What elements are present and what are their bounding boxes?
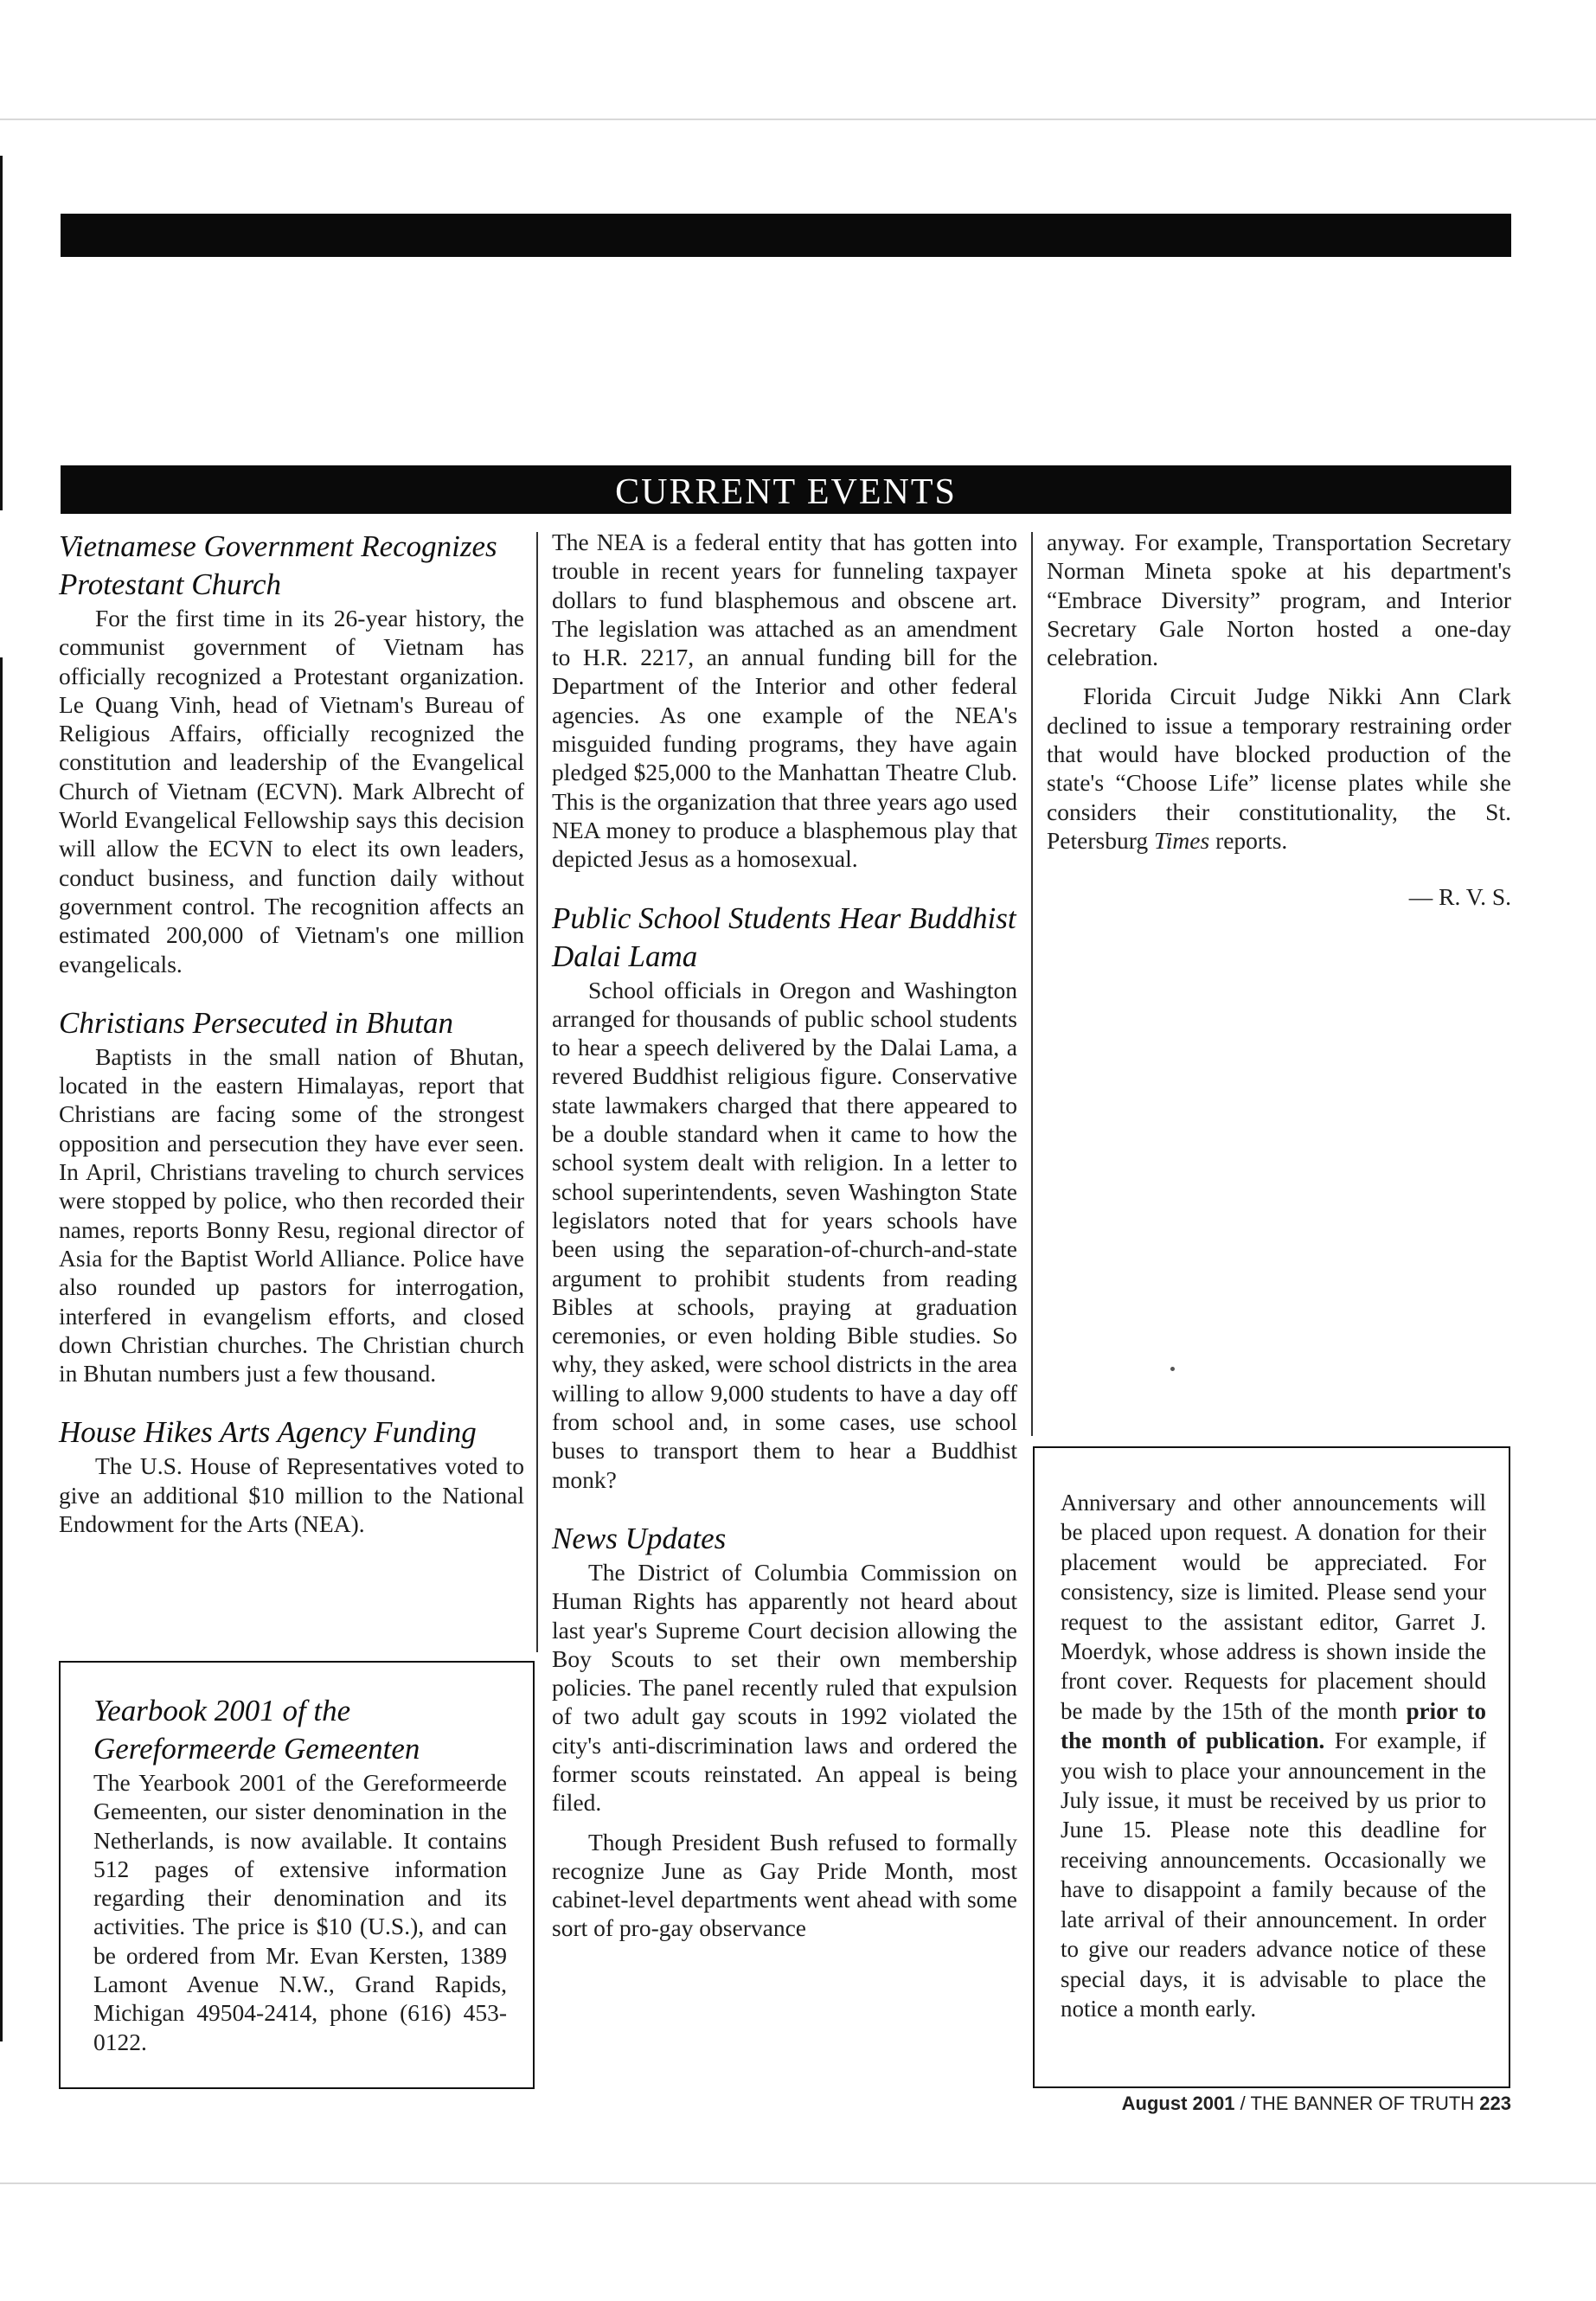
announcement-policy-box bbox=[1033, 1446, 1510, 2088]
article-title: House Hikes Arts Agency Funding bbox=[59, 1415, 477, 1450]
page-number: 223 bbox=[1479, 2093, 1511, 2114]
column-divider bbox=[1031, 532, 1033, 1436]
article-title: Public School Students Hear Buddhist Dalai Lama bbox=[552, 901, 1016, 973]
column-middle bbox=[552, 528, 1017, 1943]
column-left bbox=[59, 528, 524, 1538]
page-bottom-rule bbox=[0, 2182, 1596, 2184]
author-signature: — R. V. S. bbox=[1408, 883, 1511, 911]
article-body: The District of Columbia Commission on Human Rights has apparently not heard about last year's Supreme Court decision allowing the Boy Scouts to set their own membership policies. The panel recently ruled that expulsion of two adult gay scouts in 1992 violated the city's anti-discrimination laws and ordered the former scouts reinstated. An appeal is being filed. bbox=[552, 1558, 1017, 1817]
deadline-emphasis: prior to the month of publication. bbox=[1061, 1697, 1486, 1754]
article-title: News Updates bbox=[552, 1521, 727, 1555]
article-continuation: anyway. For example, Transportation Secretary Norman Mineta spoke at his department's “Embrace Diversity” program, and Interior Secretary Gale Norton hosted a one-day celebration. bbox=[1047, 529, 1511, 671]
page-footer bbox=[1047, 2093, 1511, 2115]
article-body: Though President Bush refused to formally recognize June as Gay Pride Month, most cabinet-level departments went ahead with some sort of pro-gay observance bbox=[552, 1828, 1017, 1942]
scan-speck bbox=[1170, 1367, 1175, 1371]
article-body: For the first time in its 26-year history, the communist government of Vietnam has officially recognized a Protestant organization. Le Quang Vinh, head of Vietnam's Bureau of Religious Affairs, officially recognized the constitution and leadership of the Evangelical Church of Vietnam (ECVN). Mark Albrecht of World Evangelical Fellowship says this decision will allow the ECVN to elect its own leaders, conduct business, and function daily without government control. The recognition affects an estimated 200,000 of Vietnam's one million evangelicals. bbox=[59, 605, 524, 977]
column-divider bbox=[536, 532, 538, 1652]
footer-separator: / bbox=[1240, 2093, 1246, 2114]
newspaper-name: Times bbox=[1154, 826, 1210, 854]
notice-body: The Yearbook 2001 of the Gereformeerde Gemeenten, our sister denomination in the Netherlands, is now available. It contains 512 pages of extensive information regarding their denomination and its activities. The price is $10 (U.S.), and can be ordered from Mr. Evan Kersten, 1389 Lamont Avenue N.W., Grand Rapids, Michigan 49504-2414, phone (616) 453-0122. bbox=[93, 1769, 507, 2055]
article-body: Florida Circuit Judge Nikki Ann Clark declined to issue a temporary restraining order that would have blocked production of the state's “Choose Life” license plates while she considers their constitutionality, the St. Petersburg Times reports. bbox=[1047, 683, 1511, 854]
issue-month: August 2001 bbox=[1121, 2093, 1235, 2114]
announcement-text: Anniversary and other announcements will be placed upon request. A donation for their placement would be appreciated. For consistency, size is limited. Please send your request to the assistant editor, Garret J. Moerdyk, whose address is shown inside the front cover. Requests for placement should be made by the 15th of the month prior to the month of publication. For example, if you wish to place your announcement in the July issue, it must be received by us prior to June 15. Please note this deadline for receiving announcements. Occasionally we have to disappoint a family because of the late arrival of their announcement. In order to give our readers advance notice of these special days, it is advisable to place the notice a month early. bbox=[1061, 1490, 1486, 2022]
yearbook-notice-box bbox=[59, 1661, 535, 2089]
article-title: Christians Persecuted in Bhutan bbox=[59, 1005, 453, 1040]
top-black-bar bbox=[61, 214, 1511, 257]
article-body: The U.S. House of Representatives voted to give an additional $10 million to the National Endowment for the Arts (NEA). bbox=[59, 1452, 524, 1538]
page-top-rule bbox=[0, 119, 1596, 120]
notice-title: Yearbook 2001 of the Gereformeerde Gemeenten bbox=[93, 1694, 420, 1766]
article-continuation: The NEA is a federal entity that has gotten into trouble in recent years for funneling taxpayer dollars to fund blasphemous and obscene art. The legislation was attached as an amendment to H.R. 2217, an annual funding bill for the Department of the Interior and other federal agencies. As one example of the NEA's misguided funding programs, they have again pledged $25,000 to the Manhattan Theatre Club. This is the organization that three years ago used NEA money to produce a blasphemous play that depicted Jesus as a homosexual. bbox=[552, 529, 1017, 873]
publication-name: THE BANNER OF TRUTH bbox=[1250, 2093, 1475, 2114]
scan-edge-line bbox=[0, 156, 3, 510]
article-title: Vietnamese Government Recognizes Protestant Church bbox=[59, 529, 497, 601]
column-right bbox=[1047, 528, 1511, 912]
scan-edge-line bbox=[0, 657, 3, 2041]
section-header bbox=[61, 465, 1511, 514]
article-body: Baptists in the small nation of Bhutan, located in the eastern Himalayas, report that Christians are facing some of the strongest opposition and persecution they have ever seen. In April, Christians traveling to church services were stopped by police, who then recorded their names, reports Bonny Resu, regional director of Asia for the Baptist World Alliance. Police have also rounded up pastors for interrogation, interfered in evangelism efforts, and closed down Christian churches. The Christian church in Bhutan numbers just a few thousand. bbox=[59, 1042, 524, 1388]
section-title: CURRENT EVENTS bbox=[615, 472, 957, 512]
article-body: School officials in Oregon and Washington arranged for thousands of public school students to hear a speech delivered by the Dalai Lama, a revered Buddhist religious figure. Conservative state lawmakers charged that there appeared to be a double standard when it came to how the school system dealt with religion. In a letter to school superintendents, seven Washington State legislators noted that for years schools have been using the separation-of-church-and-state argument to prohibit students from reading Bibles at schools, praying at graduation ceremonies, or even holding Bible studies. So why, they asked, were school districts in the area willing to allow 9,000 students to have a day off from school and, in some cases, use school buses to transport them to hear a Buddhist monk? bbox=[552, 976, 1017, 1493]
